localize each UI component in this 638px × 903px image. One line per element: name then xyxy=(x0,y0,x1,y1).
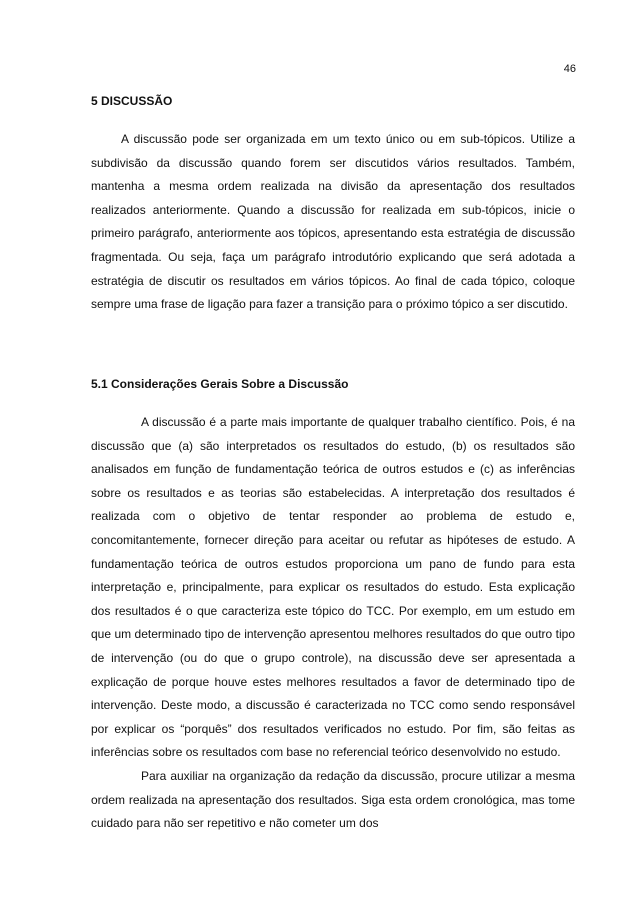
section-body-consideracoes-gerais xyxy=(91,411,575,836)
paragraph-continued: Para auxiliar na organização da redação da discussão, procure utilizar a mesma ordem realizada na apresentação dos resultados. Siga esta ordem cronológica, mas tome cuidado para não ser repetitivo e não cometer um dos xyxy=(91,768,575,831)
section-title-consideracoes-gerais: 5.1 Considerações Gerais Sobre a Discussão xyxy=(91,377,349,391)
section-body-discussao xyxy=(91,128,575,317)
page-number: 46 xyxy=(563,63,576,75)
paragraph: A discussão pode ser organizada em um texto único ou em sub-tópicos. Utilize a subdivisão da discussão quando forem ser discutidos vários resultados. Também, mantenha a mesma ordem realizada na divisão da apresentação dos resultados realizados anteriormente. Quando a discussão for realizada em sub-tópicos, inicie o primeiro parágrafo, anteriormente aos tópicos, apresentando esta estratégia de discussão fragmentada. Ou seja, faça um parágrafo introdutório explicando que será adotada a estratégia de discutir os resultados em vários tópicos. Ao final de cada tópico, coloque sempre uma frase de ligação para fazer a transição para o próximo tópico a ser discutido. xyxy=(91,132,575,312)
paragraph: A discussão é a parte mais importante de qualquer trabalho científico. Pois, é na discussão que (a) são interpretados os resultados do estudo, (b) os resultados são analisados em função de fundamentação teórica de outros estudos e (c) as inferências sobre os resultados e as teorias são estabelecidas. A interpretação dos resultados é realizada com o objetivo de tentar responder ao problema de estudo e, concomitantemente, fornecer direção para aceitar ou refutar as hipóteses de estudo. A fundamentação teórica de outros estudos proporciona um pano de fundo para esta interpretação e, principalmente, para explicar os resultados do estudo. Esta explicação dos resultados é o que caracteriza este tópico do TCC. Por exemplo, em um estudo em que um determinado tipo de intervenção apresentou melhores resultados do que outro tipo de intervenção (ou do que o grupo controle), na discussão deve ser apresentada a explicação de porque houve estes melhores resultados a favor de determinado tipo de intervenção. Deste modo, a discussão é caracterizada no TCC como sendo responsável por explicar os “porquês” dos resultados verificados no estudo. Por fim, são feitas as inferências sobre os resultados com base no referencial teórico desenvolvido no estudo. xyxy=(91,415,575,760)
section-title-discussao: 5 DISCUSSÃO xyxy=(91,94,173,108)
